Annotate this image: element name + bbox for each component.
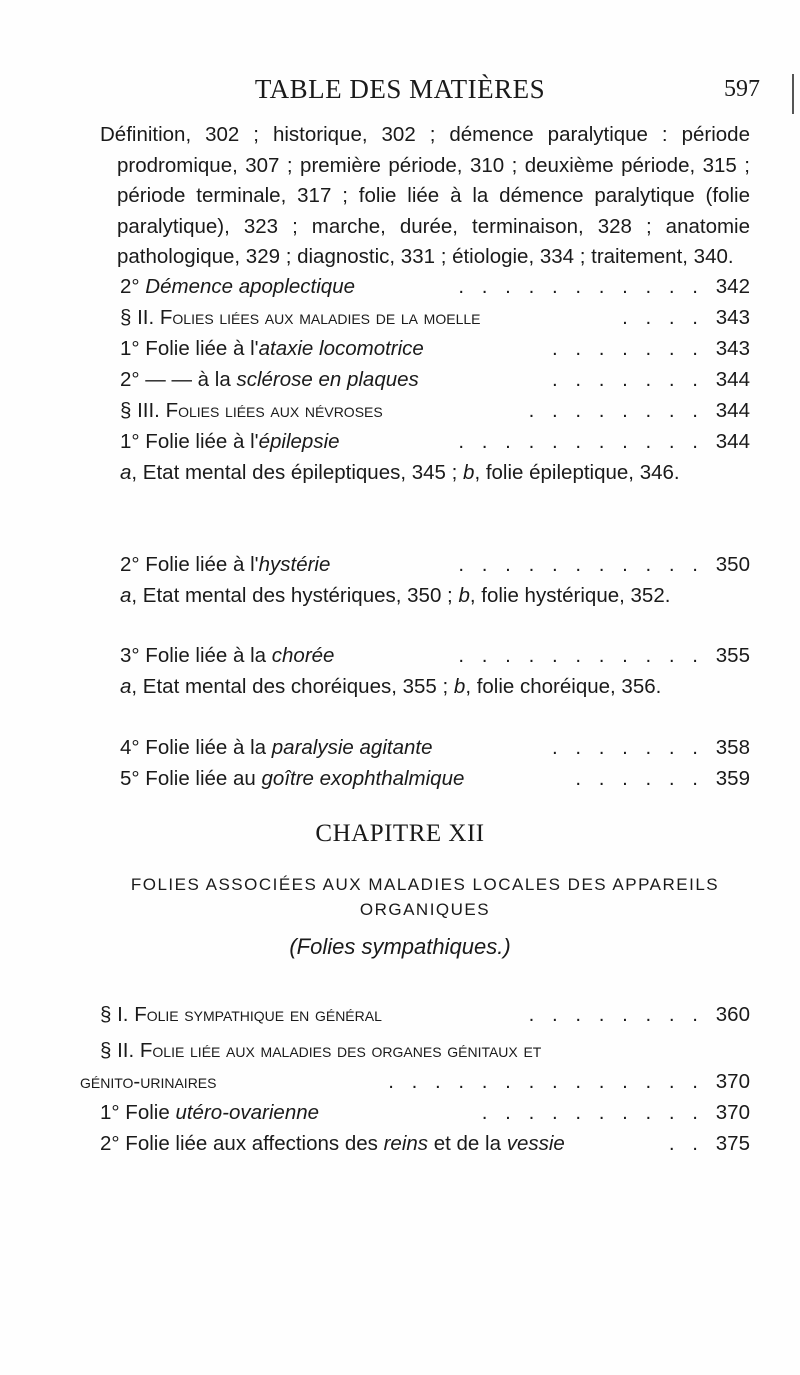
leader-dots: . . . . . . . . — [528, 399, 704, 422]
intro-text: Définition, 302 ; historique, 302 ; démence paralytique : période prodromique, 307 ; première période, 310 ; deuxième période, 315 ; période terminale, 317 ; folie liée à la démence paralytique (folie paralytique), 323 ; marche, durée, terminaison, 328 ; anatomie pathologique, 329 ; diagnostic, 331 ; étiologie, 334 ; traitement, 340. — [100, 123, 750, 268]
toc-page: 344 — [715, 368, 750, 391]
toc-entry: 3° Folie liée à la chorée . . . . . . . . . . . 355 — [100, 641, 750, 671]
toc-entry: § II. Folie liée aux maladies des organes génitaux et — [100, 1039, 542, 1062]
toc-page: 359 — [715, 767, 750, 790]
leader-dots: . . . . . . . . . . . — [458, 430, 704, 453]
toc-subentry: a, Etat mental des choréiques, 355 ; b, folie choréique, 356. — [120, 675, 662, 698]
toc-page: 360 — [715, 1003, 750, 1026]
leader-dots: . . — [668, 1132, 704, 1155]
running-title: TABLE DES MATIÈRES — [254, 74, 546, 104]
toc-page: 344 — [715, 430, 750, 453]
page-number: 597 — [724, 76, 760, 102]
toc-page: 355 — [715, 644, 750, 667]
toc-page: 350 — [715, 553, 750, 576]
leader-dots: . . . . . . . . . . — [481, 1101, 704, 1124]
chapter-subtitle: ORGANIQUES — [359, 900, 491, 919]
toc-page: 342 — [715, 275, 750, 298]
leader-dots: . . . . . . . . . . . — [458, 644, 704, 667]
toc-entry: 5° Folie liée au goître exophthalmique . . . . . . 359 — [100, 764, 750, 794]
leader-dots: . . . . . . — [575, 767, 704, 790]
intro-paragraph — [100, 120, 750, 273]
toc-page: 358 — [715, 736, 750, 759]
leader-dots: . . . . . . . — [551, 337, 704, 360]
leader-dots: . . . . . . . . . . . — [458, 553, 704, 576]
leader-dots: . . . . — [622, 306, 704, 329]
toc-entry: § I. Folie sympathique en général . . . . . . . . 360 — [100, 1000, 750, 1030]
toc-subentry: a, Etat mental des épileptiques, 345 ; b, folie épileptique, 346. — [120, 461, 680, 484]
toc-entry: 2° Démence apoplectique . . . . . . . . . . . 342 — [100, 272, 750, 302]
toc-entry: 1° Folie liée à l'épilepsie . . . . . . . . . . . 344 — [100, 427, 750, 457]
leader-dots: . . . . . . . — [551, 368, 704, 391]
toc-entry: 2° — — à la sclérose en plaques . . . . . . . 344 — [100, 365, 750, 395]
toc-page: 343 — [715, 337, 750, 360]
chapter-alt-title: (Folies sympathiques.) — [289, 934, 511, 959]
toc-subentry: a, Etat mental des hystériques, 350 ; b, folie hystérique, 352. — [120, 584, 671, 607]
leader-dots: . . . . . . . . . . . . . . — [388, 1070, 704, 1093]
leader-dots: . . . . . . . — [551, 736, 704, 759]
leader-dots: . . . . . . . . — [528, 1003, 704, 1026]
chapter-title: CHAPITRE XII — [315, 820, 485, 847]
toc-entry: § III. Folies liées aux névroses . . . . . . . . 344 — [100, 396, 750, 426]
toc-page: 375 — [715, 1132, 750, 1155]
toc-page: 370 — [715, 1070, 750, 1093]
toc-entry: § II. Folies liées aux maladies de la moelle . . . . 343 — [100, 303, 750, 333]
toc-entry: 1° Folie utéro-ovarienne . . . . . . . . . . 370 — [100, 1098, 750, 1128]
toc-entry: 1° Folie liée à l'ataxie locomotrice . . . . . . . 343 — [100, 334, 750, 364]
running-head — [0, 74, 800, 114]
toc-entry: 2° Folie liée aux affections des reins et de la vessie . . 375 — [100, 1129, 750, 1159]
leader-dots: . . . . . . . . . . . — [458, 275, 704, 298]
toc-entry: 4° Folie liée à la paralysie agitante . . . . . . . 358 — [100, 733, 750, 763]
chapter-subtitle: FOLIES ASSOCIÉES AUX MALADIES LOCALES DES APPAREILS — [130, 875, 720, 894]
toc-entry: génito-urinaires . . . . . . . . . . . . . . 370 — [100, 1067, 750, 1097]
toc-page: 343 — [715, 306, 750, 329]
page-edge-rule — [792, 74, 794, 114]
toc-page: 344 — [715, 399, 750, 422]
toc-page: 370 — [715, 1101, 750, 1124]
toc-entry: 2° Folie liée à l'hystérie . . . . . . . . . . . 350 — [100, 550, 750, 580]
